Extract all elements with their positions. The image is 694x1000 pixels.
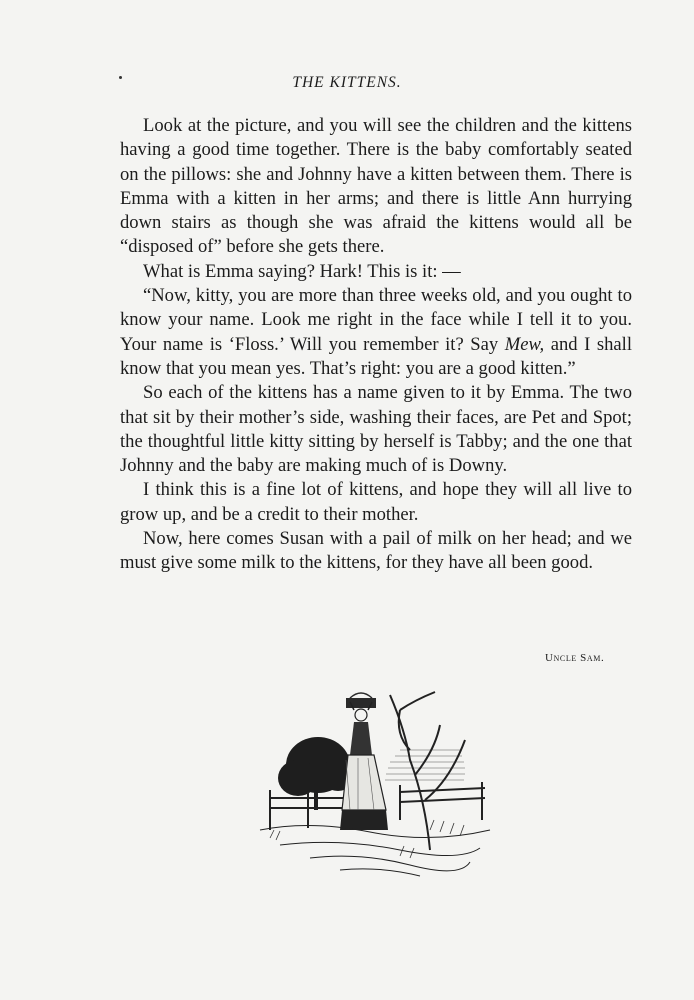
paragraph-3 bbox=[120, 284, 632, 381]
engraving-illustration bbox=[250, 680, 500, 880]
paragraph-5: I think this is a fine lot of kittens, and hope they will all live to grow up, and be a credit to their mother. bbox=[120, 479, 632, 525]
paragraph-1: Look at the picture, and you will see the children and the kittens having a good time together. There is the baby comfortably seated on the pillows: she and Johnny have a kitten between them. There is Emma with a kitten in her arms; and there is little Ann hurrying down stairs as though she was afraid the kittens would all be “disposed of” before she gets there. bbox=[120, 115, 632, 258]
body-text bbox=[120, 114, 632, 576]
emphasis-mew: Mew, bbox=[504, 333, 545, 355]
author-signature: Uncle Sam. bbox=[545, 652, 605, 664]
tree-branches bbox=[390, 692, 465, 850]
paragraph-3-end: and I shall know that you mean yes. That’s right: you are a good kitten.” bbox=[120, 333, 632, 379]
page-title: THE KITTENS. bbox=[292, 74, 402, 91]
paragraph-4: So each of the kittens has a name given to it by Emma. The two that sit by their mother’s side, washing their faces, are Pet and Spot; the thoughtful little kitty sitting by herself is Tabby; and the one that Johnny and the baby are making much of is Downy. bbox=[120, 382, 632, 477]
paragraph-3-start: “Now, kitty, you are more than three weeks old, and you ought to know your name. Look me right in the face while I tell it to you. Your name is ‘Floss.’ Will you remember it? Say bbox=[120, 285, 632, 355]
paragraph-2: What is Emma saying? Hark! This is it: — bbox=[143, 260, 461, 282]
milkmaid-figure bbox=[340, 693, 388, 830]
paragraph-6: Now, here comes Susan with a pail of milk on her head; and we must give some milk to the kittens, for they have all been good. bbox=[120, 528, 632, 574]
ground-engraving bbox=[260, 825, 490, 876]
